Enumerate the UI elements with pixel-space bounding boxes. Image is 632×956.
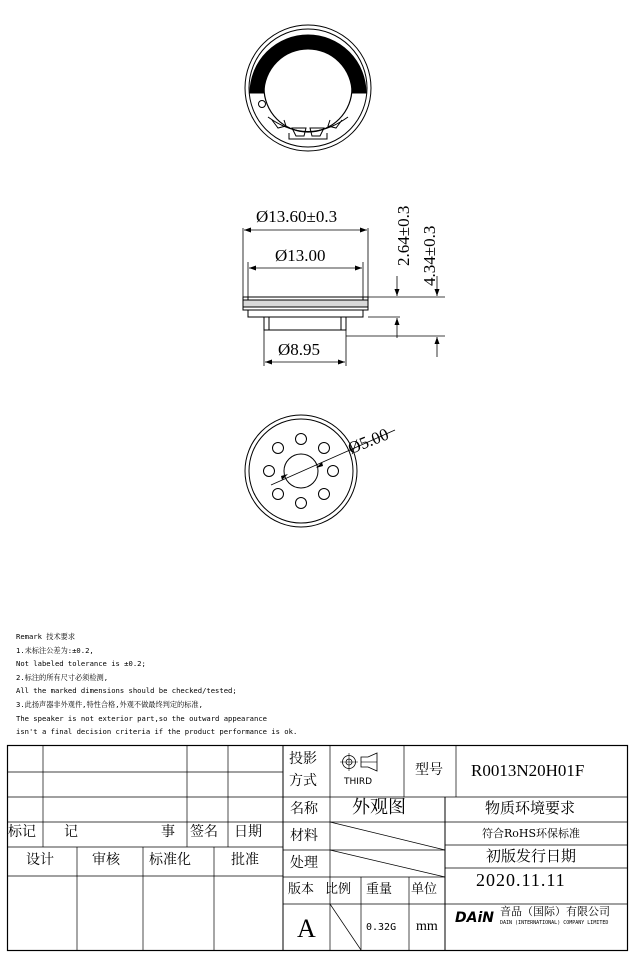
review-label: 审核 xyxy=(92,852,120,868)
remarks xyxy=(16,630,297,739)
standardization-label: 标准化 xyxy=(149,852,191,868)
hole-diameter-dim: Ø5.00 xyxy=(345,424,392,458)
remark-line: Remark 技术要求 xyxy=(16,632,76,641)
projection-label-1: 投影 xyxy=(289,751,317,767)
unit-value: mm xyxy=(416,919,438,934)
mark-header: 标记 xyxy=(8,824,36,840)
weight-label: 重量 xyxy=(366,882,393,897)
first-issue-label: 初版发行日期 xyxy=(486,847,577,865)
remark-line: All the marked dimensions should be checked/tested; xyxy=(16,686,237,696)
sign-header: 签名 xyxy=(190,824,218,840)
company-name-en: DAIN (INTERNATIONAL) COMPANY LIMITED xyxy=(500,920,609,926)
remark-line: The speaker is not exterior part,so the outward appearance xyxy=(16,713,267,723)
unit-label: 单位 xyxy=(411,882,438,897)
first-issue-date: 2020.11.11 xyxy=(476,870,566,890)
height-total-dim: 4.34±0.3 xyxy=(420,225,439,286)
inner-diameter-dim: Ø13.00 xyxy=(275,246,326,265)
outer-diameter-dim: Ø13.60±0.3 xyxy=(256,207,338,226)
name-label: 名称 xyxy=(290,801,318,817)
design-label: 设计 xyxy=(26,852,54,868)
height-small-dim: 2.64±0.3 xyxy=(394,205,413,266)
version-label: 版本 xyxy=(288,882,315,897)
process-label: 处理 xyxy=(290,855,318,871)
date-header: 日期 xyxy=(234,824,262,840)
approve-label: 批准 xyxy=(231,852,259,868)
env-requirement-value: 符合RoHS环保标准 xyxy=(482,827,581,840)
model-number: R0013N20H01F xyxy=(471,761,585,780)
company-name-cn: 音品（国际）有限公司 xyxy=(500,905,610,918)
event-header: 事 xyxy=(161,824,175,840)
remark-line: 1.未标注公差为:±0.2, xyxy=(16,645,94,655)
name-value: 外观图 xyxy=(352,797,406,818)
company-logo: DAiN xyxy=(455,910,494,926)
remark-line: isn't a final decision criteria if the product performance is ok. xyxy=(16,727,298,737)
weight-value: 0.32G xyxy=(366,922,397,933)
env-requirement-title: 物质环境要求 xyxy=(485,799,576,817)
top-view xyxy=(245,25,371,151)
remark-line: 3.此扬声器非外观件,特性合格,外观不做最终判定的标准, xyxy=(16,699,203,709)
bottom-diameter-dim: Ø8.95 xyxy=(278,340,321,359)
material-label: 材料 xyxy=(290,828,318,844)
remark-line: 2.标注的所有尺寸必须检测, xyxy=(16,672,109,682)
scale-label: 比例 xyxy=(325,882,352,897)
model-label: 型号 xyxy=(415,762,443,778)
version-value: A xyxy=(297,914,316,943)
side-view xyxy=(243,225,445,366)
count-header: 记 xyxy=(64,824,78,840)
projection-symbol-text: THIRD xyxy=(344,777,373,787)
remark-line: Not labeled tolerance is ±0.2; xyxy=(16,659,146,669)
projection-label-2: 方式 xyxy=(289,773,317,789)
